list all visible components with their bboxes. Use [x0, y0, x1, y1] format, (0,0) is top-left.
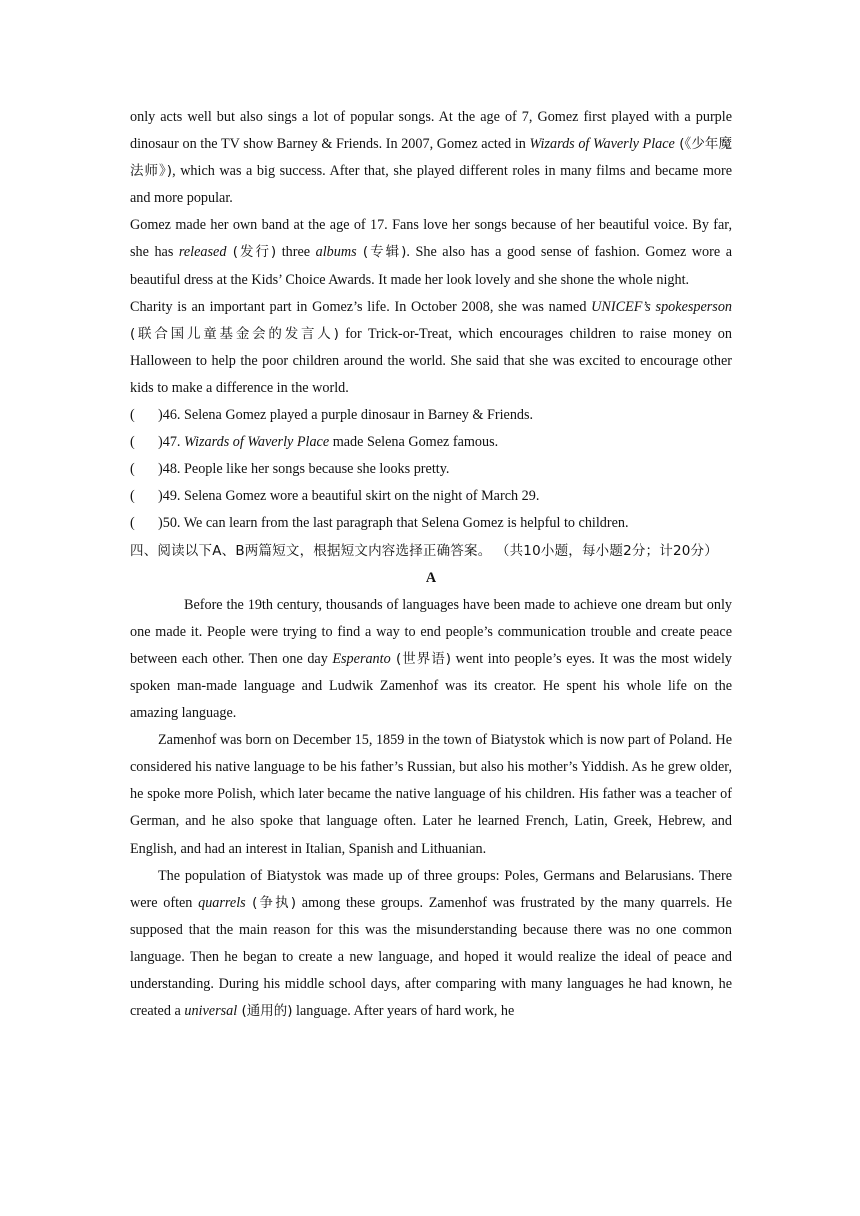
answer-blank[interactable]: (	[130, 461, 135, 478]
text: Charity is an important part in Gomez’s life. In October 2008, she was named	[130, 298, 592, 315]
answer-blank[interactable]: (	[130, 407, 135, 424]
chinese-gloss: (世界语)	[390, 650, 452, 667]
gomez-paragraph-2	[130, 212, 732, 293]
question-text: made Selena Gomez famous.	[329, 434, 499, 451]
passage-a-paragraph-1	[130, 592, 732, 727]
passage-title: A	[425, 569, 437, 586]
chinese-gloss: (联合国儿童基金会的发言人)	[130, 325, 339, 342]
text: went into people’s eyes. It was the most widely spoken man-made language and Ludwik Zamenhof was its creator. He spent his whole life on the amazing language.	[130, 650, 733, 722]
question-50	[130, 510, 732, 537]
answer-blank[interactable]: (	[130, 434, 135, 451]
question-text: )50. We can learn from the last paragraph that Selena Gomez is helpful to children.	[158, 515, 629, 532]
question-number: )47.	[158, 434, 185, 451]
italic-term: albums	[315, 244, 357, 261]
italic-term: Esperanto	[332, 650, 391, 667]
question-46	[130, 402, 732, 429]
passage-a-paragraph-2: Zamenhof was born on December 15, 1859 in the town of Biatystok which is now part of Poland. He considered his native language to be his father’s Russian, but also his mother’s Yiddish. As he grew older, he spoke more Polish, which later became the native language of his children. His father was a teacher of German, and he also spoke that language often. Later he learned French, Latin, Greek, Hebrew, and English, and had an interest in Italian, Spanish and Lithuanian.	[130, 732, 732, 857]
text: The population of Biatystok was made up of three groups: Poles, Germans and Belarusians. There were often	[130, 867, 732, 911]
italic-term: Wizards of Waverly Place	[529, 136, 675, 153]
question-text: )46. Selena Gomez played a purple dinosaur in Barney & Friends.	[158, 407, 534, 424]
text: , which was a big success. After that, she played different roles in many films and became more and more popular.	[130, 163, 732, 207]
text: . She also has a good sense of fashion. Gomez wore a beautiful dress at the Kids’ Choice Awards. It made her look lovely and she shone the whole night.	[130, 244, 732, 288]
answer-blank[interactable]: (	[130, 515, 135, 532]
text: only acts well but also sings a lot of popular songs. At the age of 7, Gomez first played with a purple dinosaur on the TV show Barney & Friends. In 2007, Gomez acted in	[130, 109, 732, 153]
gomez-paragraph-3	[130, 294, 732, 402]
italic-term: quarrels	[198, 894, 246, 911]
chinese-gloss: (通用的)	[237, 1003, 293, 1020]
question-47	[130, 429, 732, 456]
chinese-gloss: (《少年魔法师》)	[130, 136, 732, 180]
italic-term: universal	[184, 1003, 238, 1020]
text: language. After years of hard work, he	[292, 1003, 515, 1020]
chinese-gloss: (专辑)	[356, 244, 407, 261]
chinese-gloss: (发行)	[226, 244, 277, 261]
gomez-paragraph-1	[130, 104, 732, 212]
italic-term: released	[178, 244, 227, 261]
italic-term: UNICEF’s spokesperson	[591, 298, 733, 315]
text: three	[276, 244, 316, 261]
question-49	[130, 483, 732, 510]
chinese-gloss: (争执)	[245, 894, 297, 911]
section-heading: 四、阅读以下A、B两篇短文，根据短文内容选择正确答案。 （共10小题，每小题2分；计20分）	[130, 542, 718, 559]
text: Gomez made her own band at the age of 17. Fans love her songs because of her beautiful voice. By far, she has	[130, 217, 732, 261]
answer-blank[interactable]: (	[130, 488, 135, 505]
question-text: )48. People like her songs because she looks pretty.	[158, 461, 450, 478]
document-body	[130, 104, 732, 1025]
question-text: )49. Selena Gomez wore a beautiful skirt on the night of March 29.	[158, 488, 540, 505]
question-48	[130, 456, 732, 483]
italic-term: Wizards of Waverly Place	[184, 434, 330, 451]
text: Before the 19th century, thousands of languages have been made to achieve one dream but only one made it. People were trying to find a way to end people’s communication trouble and create peace between each other. Then one day	[130, 596, 732, 667]
passage-a-paragraph-3	[130, 863, 732, 1026]
text: among these groups. Zamenhof was frustrated by the many quarrels. He supposed that the main reason for this was the misunderstanding because there was no one common language. Then he began to create a new language, and hoped it would realize the ideal of peace and understanding. During his middle school days, after comparing with many languages he had known, he created a	[130, 894, 733, 1020]
text: for Trick-or-Treat, which encourages children to raise money on Halloween to help the poor children around the world. She said that she was excited to encourage other kids to make a difference in the world.	[130, 325, 732, 396]
